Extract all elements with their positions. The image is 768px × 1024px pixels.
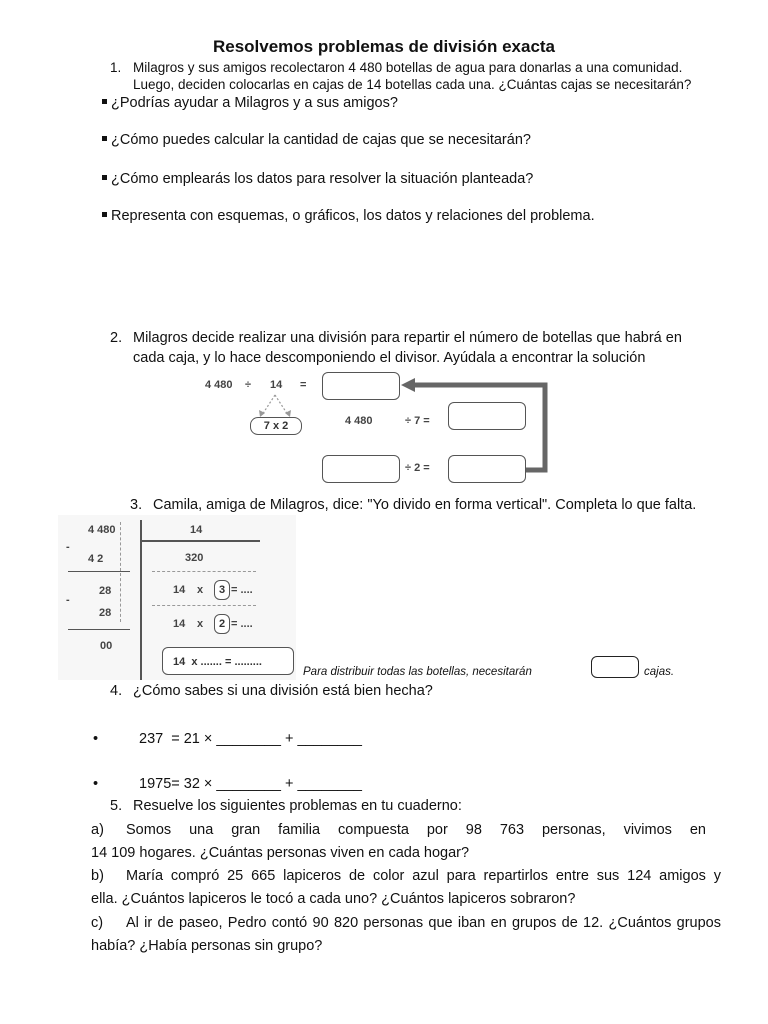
eq1-equals: = xyxy=(300,379,307,391)
ld-row3-box[interactable]: 14 x ....... = ......... xyxy=(162,647,294,675)
page-title: Resolvemos problemas de división exacta xyxy=(212,37,556,56)
decomposition-arrows xyxy=(255,393,295,419)
bullet-item xyxy=(102,208,595,224)
check-division-2: 1975= 32 × ________ + ________ xyxy=(139,776,362,792)
problem-3-text: Camila, amiga de Milagros, dice: "Yo divido en forma vertical". Completa lo que falta. xyxy=(153,497,697,513)
ld-row1-box: 3 xyxy=(214,580,230,600)
ld-subtrahend-2: 28 xyxy=(99,607,112,619)
problem-5-text: Resuelve los siguientes problemas en tu cuaderno: xyxy=(133,798,462,814)
ld-subtrahend-1: 4 2 xyxy=(88,553,104,565)
bullet-item xyxy=(102,95,398,111)
eq2-operation: ÷ 7 = xyxy=(405,415,430,427)
decomposition-bubble: 7 x 2 xyxy=(250,417,302,435)
square-bullet-icon xyxy=(102,175,107,180)
eq1-divisor: 14 xyxy=(270,379,283,391)
eq3-operation: ÷ 2 = xyxy=(405,462,430,474)
ld-quotient: 320 xyxy=(185,552,204,564)
ld-dashed-line xyxy=(152,571,256,572)
bullet-item xyxy=(102,171,533,187)
eq1-dividend: 4 480 xyxy=(205,379,233,391)
problem-2-line2: cada caja, y lo hace descomponiendo el divisor. Ayúdala a encontrar la solución xyxy=(133,350,646,366)
ld-row1-factor: 14 xyxy=(173,584,186,596)
problem-4-number: 4. xyxy=(110,683,123,699)
ld-row1-times: x xyxy=(197,584,204,596)
problem-2-number: 2. xyxy=(110,330,123,346)
problem-5b-line2: ella. ¿Cuántos lapiceros le tocó a cada uno? ¿Cuántos lapiceros sobraron? xyxy=(91,891,576,907)
ld-row2-times: x xyxy=(197,618,204,630)
answer-sentence-end: cajas. xyxy=(644,666,675,678)
square-bullet-icon xyxy=(102,136,107,141)
bullet-item xyxy=(102,132,531,148)
square-bullet-icon xyxy=(102,212,107,217)
answer-box-3[interactable] xyxy=(322,455,400,483)
flow-arrow-icon xyxy=(398,378,553,478)
eq1-divide-sign: ÷ xyxy=(245,379,252,391)
check-division-1: 237 = 21 × ________ + ________ xyxy=(139,731,362,747)
problem-3-number: 3. xyxy=(130,497,143,513)
bullet-text: ¿Podrías ayudar a Milagros y a sus amigos? xyxy=(111,95,398,111)
bullet-text: ¿Cómo puedes calcular la cantidad de cajas que se necesitarán? xyxy=(111,132,531,148)
ld-row2-box: 2 xyxy=(214,614,230,634)
ld-minus-sign: - xyxy=(66,541,70,553)
ld-dividend: 4 480 xyxy=(88,524,116,536)
problem-5a-line1: Somos una gran familia compuesta por 98 763 personas, vivimos en xyxy=(126,822,706,838)
ld-subtraction-line xyxy=(68,629,130,630)
ld-dashed-line xyxy=(152,605,256,606)
ld-dashed-arrow xyxy=(120,522,121,622)
bullet-text: Representa con esquemas, o gráficos, los datos y relaciones del problema. xyxy=(111,208,595,224)
answer-box-1[interactable] xyxy=(322,372,400,400)
answer-sentence: Para distribuir todas las botellas, necesitarán xyxy=(303,666,532,678)
square-bullet-icon xyxy=(102,99,107,104)
bullet-dot-icon: • xyxy=(93,776,99,792)
problem-5a-line2: 14 109 hogares. ¿Cuántas personas viven en cada hogar? xyxy=(91,845,470,861)
problem-1-line2: Luego, deciden colocarlas en cajas de 14 botellas cada una. ¿Cuántas cajas se necesitarán? xyxy=(133,77,692,92)
problem-2-line1: Milagros decide realizar una división para repartir el número de botellas que habrá en xyxy=(133,330,682,346)
ld-horizontal-bar xyxy=(140,540,260,542)
ld-row2-result: = .... xyxy=(231,618,253,630)
problem-5c-line2: había? ¿Había personas sin grupo? xyxy=(91,938,323,954)
ld-remainder-1: 28 xyxy=(99,585,112,597)
problem-4-text: ¿Cómo sabes si una división está bien hecha? xyxy=(133,683,433,699)
problem-1-number: 1. xyxy=(110,60,122,75)
ld-divisor: 14 xyxy=(190,524,203,536)
problem-1-line1: Milagros y sus amigos recolectaron 4 480 botellas de agua para donarlas a una comunidad. xyxy=(133,60,683,75)
answer-box-cajas[interactable] xyxy=(591,656,639,678)
problem-5b-label: b) xyxy=(91,868,104,884)
bullet-dot-icon: • xyxy=(93,731,99,747)
problem-5a-label: a) xyxy=(91,822,104,838)
ld-row1-result: = .... xyxy=(231,584,253,596)
ld-row2-factor: 14 xyxy=(173,618,186,630)
ld-remainder-2: 00 xyxy=(100,640,113,652)
problem-5c-line1: Al ir de paseo, Pedro contó 90 820 personas que iban en grupos de 12. ¿Cuántos grupos xyxy=(126,915,721,931)
bullet-text: ¿Cómo emplearás los datos para resolver la situación planteada? xyxy=(111,171,534,187)
problem-5c-label: c) xyxy=(91,915,104,931)
ld-minus-sign: - xyxy=(66,594,70,606)
problem-5b-line1: María compró 25 665 lapiceros de color azul para repartirlos entre sus 124 amigos y xyxy=(126,868,721,884)
problem-5-number: 5. xyxy=(110,798,123,814)
ld-vertical-bar xyxy=(140,520,142,680)
eq2-dividend: 4 480 xyxy=(345,415,373,427)
